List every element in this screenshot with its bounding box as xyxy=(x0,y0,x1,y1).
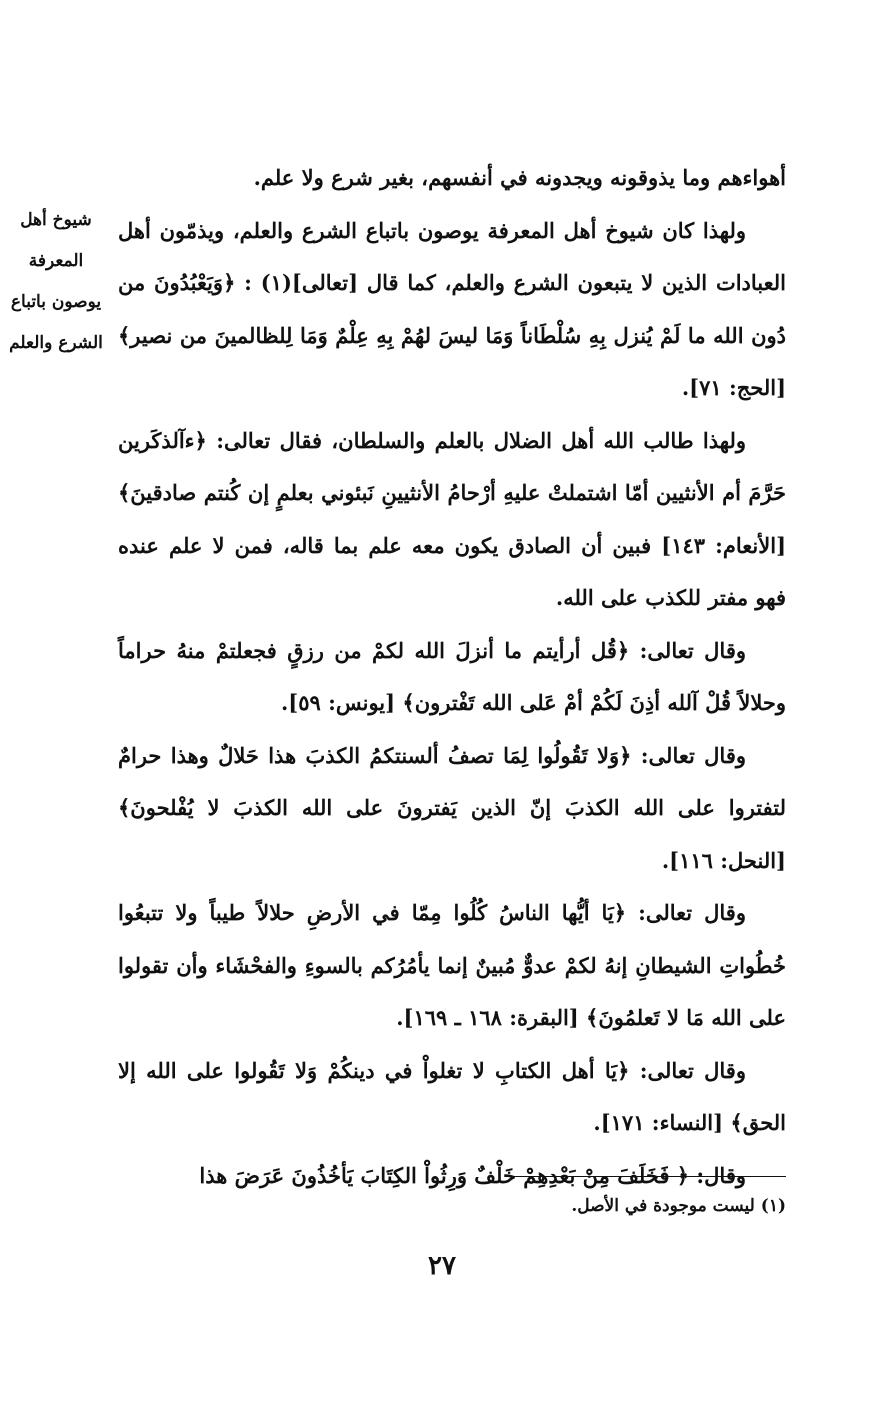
paragraph: وقال تعالى: ﴿قُل أرأيتم ما أنزلَ الله لكمْ من رزقٍ فجعلتمْ منهُ حراماً وحلالاً قُلْ آلله أذِنَ لَكُمْ أمْ عَلى الله تَفْترون﴾ [يونس: ٥٩]. xyxy=(118,637,786,715)
paragraph: ولهذا كان شيوخ أهل المعرفة يوصون باتباع الشرع والعلم، ويذمّون أهل العبادات الذين لا يتبعون الشرع والعلم، كما قال [تعالى](١) : ﴿وَيَعْبُدُونَ من دُون الله ما لَمْ يُنزل بِهِ سُلْطَاناً وَمَا ليسَ لهُمْ بِهِ عِلْمٌ وَمَا لِلظالمينَ من نصير﴾ [الحج: ٧١]. xyxy=(118,217,786,400)
main-text xyxy=(118,152,786,1202)
paragraph: وقال تعالى: ﴿وَلا تَقُولُوا لِمَا تصفُ ألسنتكمُ الكذبَ هذا حَلالٌ وهذا حرامٌ لتفتروا على الله الكذبَ إنّ الذين يَفترونَ على الله الكذبَ لا يُفْلحونَ﴾ [النحل: ١١٦]. xyxy=(118,742,786,873)
footnote: (١) ليست موجودة في الأصل. xyxy=(571,1196,786,1216)
paragraph: وقال: ﴿ فَخَلَفَ مِنْ بَعْدِهِمْ خَلْفٌ وَرِثُواْ الكِتَابَ يَأخُذُونَ عَرَضَ هذا xyxy=(199,1162,746,1188)
page-number: ٢٧ xyxy=(428,1251,456,1281)
paragraph: ولهذا طالب الله أهل الضلال بالعلم والسلطان، فقال تعالى: ﴿ءآلذكَرين حَرَّمَ أم الأنثيين أمّا اشتملتْ عليهِ أرْحامُ الأنثيينِ نَبئوني بعلمٍ إن كُنتم صادقينَ﴾ [الأنعام: ١٤٣] فبين أن الصادق يكون معه علم بما قاله، فمن لا علم عنده فهو مفتر للكذب على الله. xyxy=(118,427,787,610)
margin-note: شيوخ أهل المعرفة يوصون باتباع الشرع والعلم xyxy=(9,210,103,353)
paragraph: أهواءهم وما يذوقونه ويجدونه في أنفسهم، بغير شرع ولا علم. xyxy=(253,165,786,190)
paragraph: وقال تعالى: ﴿يَا أيُّها الناسُ كُلُوا مِمّا في الأرضِ حلالاً طيباً ولا تتبعُوا خُطُواتِ الشيطانِ إنهُ لكمْ عدوٌّ مُبينٌ إنما يأمُرُكم بالسوءِ والفحْشَاء وأن تقولوا على الله مَا لا تَعلمُونَ﴾ [البقرة: ١٦٨ ـ ١٦٩]. xyxy=(118,900,786,1030)
paragraph: وقال تعالى: ﴿يَا أهل الكتابِ لا تغلواْ في دينكُمْ وَلا تَقُولوا على الله إلا الحق﴾ [النساء: ١٧١]. xyxy=(118,1057,786,1135)
footnote-divider xyxy=(514,1176,786,1177)
